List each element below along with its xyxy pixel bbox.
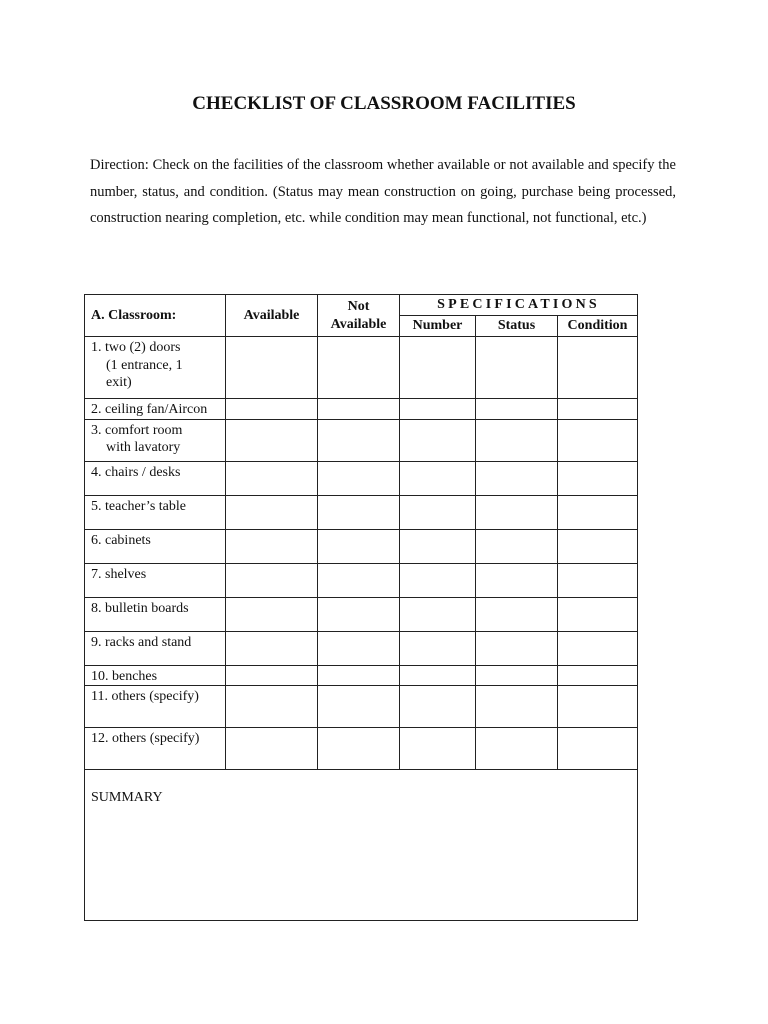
- table-row: [85, 665, 638, 686]
- facility-item-continuation: with lavatory: [106, 440, 181, 455]
- facility-item-cell: [85, 399, 226, 420]
- not-available-entry-cell[interactable]: [318, 529, 400, 563]
- status-entry-cell[interactable]: [476, 461, 558, 495]
- status-entry-cell[interactable]: [476, 399, 558, 420]
- not-available-entry-cell[interactable]: [318, 563, 400, 597]
- facility-item-number: 7.: [91, 566, 102, 582]
- facility-item-label: comfort room: [105, 422, 183, 438]
- number-entry-cell[interactable]: [400, 461, 476, 495]
- summary-cell: [85, 770, 638, 921]
- not-available-entry-cell[interactable]: [318, 419, 400, 461]
- condition-entry-cell[interactable]: [558, 461, 638, 495]
- table-row: [85, 399, 638, 420]
- available-entry-cell[interactable]: [226, 337, 318, 399]
- not-available-header: [318, 295, 400, 337]
- available-entry-cell[interactable]: [226, 563, 318, 597]
- status-entry-cell[interactable]: [476, 563, 558, 597]
- table-row: [85, 728, 638, 770]
- facility-item-number: 6.: [91, 532, 102, 548]
- facility-item-number: 5.: [91, 498, 102, 514]
- number-entry-cell[interactable]: [400, 399, 476, 420]
- table-row: [85, 597, 638, 631]
- facility-item-cell: [85, 529, 226, 563]
- condition-entry-cell[interactable]: [558, 665, 638, 686]
- number-entry-cell[interactable]: [400, 419, 476, 461]
- facility-item-label: chairs / desks: [105, 464, 181, 480]
- not-available-entry-cell[interactable]: [318, 597, 400, 631]
- table-row: [85, 631, 638, 665]
- facility-item-number: 12.: [91, 731, 109, 746]
- status-entry-cell[interactable]: [476, 597, 558, 631]
- facility-item-label: cabinets: [105, 532, 151, 548]
- direction-paragraph: Direction: Check on the facilities of the classroom whether available or not available and specify the number, status, and condition. (Status may mean construction on going, purchase being processed, construction nearing completion, etc. while condition may mean functional, not functional, etc.): [90, 157, 676, 226]
- status-entry-cell[interactable]: [476, 419, 558, 461]
- condition-entry-cell[interactable]: [558, 337, 638, 399]
- table-row: [85, 495, 638, 529]
- not-available-entry-cell[interactable]: [318, 665, 400, 686]
- classroom-header: A. Classroom:: [85, 295, 226, 337]
- available-entry-cell[interactable]: [226, 529, 318, 563]
- available-entry-cell[interactable]: [226, 686, 318, 728]
- number-entry-cell[interactable]: [400, 529, 476, 563]
- condition-entry-cell[interactable]: [558, 495, 638, 529]
- facility-item-label: ceiling fan/Aircon: [105, 402, 208, 417]
- facility-item-number: 4.: [91, 464, 102, 480]
- facility-item-number: 8.: [91, 600, 102, 616]
- available-entry-cell[interactable]: [226, 495, 318, 529]
- condition-entry-cell[interactable]: [558, 728, 638, 770]
- facility-item-cell: [85, 337, 226, 399]
- number-entry-cell[interactable]: [400, 563, 476, 597]
- facility-item-label: two (2) doors: [105, 340, 181, 355]
- document-title: CHECKLIST OF CLASSROOM FACILITIES: [192, 93, 576, 114]
- facility-item-label: teacher’s table: [105, 498, 186, 514]
- condition-entry-cell[interactable]: [558, 563, 638, 597]
- facility-item-number: 10.: [91, 668, 109, 684]
- condition-entry-cell[interactable]: [558, 597, 638, 631]
- number-entry-cell[interactable]: [400, 337, 476, 399]
- facility-item-cell: [85, 631, 226, 665]
- condition-entry-cell[interactable]: [558, 419, 638, 461]
- facility-item-cell: [85, 563, 226, 597]
- number-header: Number: [400, 316, 476, 337]
- status-entry-cell[interactable]: [476, 337, 558, 399]
- condition-entry-cell[interactable]: [558, 399, 638, 420]
- facility-item-cell: [85, 461, 226, 495]
- not-available-entry-cell[interactable]: [318, 399, 400, 420]
- facility-item-cell: [85, 686, 226, 728]
- facility-item-label: racks and stand: [105, 634, 192, 650]
- condition-entry-cell[interactable]: [558, 686, 638, 728]
- number-entry-cell[interactable]: [400, 597, 476, 631]
- number-entry-cell[interactable]: [400, 631, 476, 665]
- not-available-entry-cell[interactable]: [318, 337, 400, 399]
- available-entry-cell[interactable]: [226, 461, 318, 495]
- summary-label: SUMMARY: [91, 790, 163, 805]
- table-row: [85, 461, 638, 495]
- number-entry-cell[interactable]: [400, 686, 476, 728]
- not-available-entry-cell[interactable]: [318, 461, 400, 495]
- status-entry-cell[interactable]: [476, 686, 558, 728]
- status-entry-cell[interactable]: [476, 665, 558, 686]
- status-entry-cell[interactable]: [476, 631, 558, 665]
- facility-item-label: benches: [112, 668, 158, 684]
- not-available-entry-cell[interactable]: [318, 495, 400, 529]
- number-entry-cell[interactable]: [400, 728, 476, 770]
- status-header: Status: [476, 316, 558, 337]
- specifications-header: SPECIFICATIONS: [400, 295, 638, 316]
- table-row: [85, 419, 638, 461]
- table-row: [85, 686, 638, 728]
- status-entry-cell[interactable]: [476, 728, 558, 770]
- not-available-entry-cell[interactable]: [318, 631, 400, 665]
- facility-item-number: 2.: [91, 402, 102, 417]
- facility-item-number: 9.: [91, 634, 102, 650]
- condition-header: Condition: [558, 316, 638, 337]
- facility-item-number: 3.: [91, 422, 102, 438]
- facility-item-cell: [85, 419, 226, 461]
- available-entry-cell[interactable]: [226, 631, 318, 665]
- facility-item-cell: [85, 728, 226, 770]
- number-entry-cell[interactable]: [400, 665, 476, 686]
- facility-item-cell: [85, 665, 226, 686]
- table-row: [85, 529, 638, 563]
- facility-item-number: 1.: [91, 340, 102, 355]
- available-entry-cell[interactable]: [226, 597, 318, 631]
- available-header: Available: [226, 295, 318, 337]
- available-entry-cell[interactable]: [226, 419, 318, 461]
- status-entry-cell[interactable]: [476, 495, 558, 529]
- facility-item-label: others (specify): [111, 689, 199, 704]
- not-available-entry-cell[interactable]: [318, 728, 400, 770]
- facility-item-cell: [85, 495, 226, 529]
- facility-item-label: shelves: [105, 566, 147, 582]
- available-entry-cell[interactable]: [226, 399, 318, 420]
- condition-entry-cell[interactable]: [558, 631, 638, 665]
- facility-item-continuation: (1 entrance, 1: [106, 357, 183, 373]
- status-entry-cell[interactable]: [476, 529, 558, 563]
- number-entry-cell[interactable]: [400, 495, 476, 529]
- not-available-line2: Available: [330, 316, 387, 332]
- available-entry-cell[interactable]: [226, 728, 318, 770]
- facility-item-cell: [85, 597, 226, 631]
- facility-item-label: others (specify): [112, 731, 200, 746]
- facility-item-number: 11.: [91, 689, 108, 704]
- facility-item-label: bulletin boards: [105, 600, 189, 616]
- facilities-table: [84, 294, 638, 921]
- not-available-entry-cell[interactable]: [318, 686, 400, 728]
- facility-item-continuation: exit): [106, 375, 132, 390]
- not-available-line1: Not: [347, 298, 370, 314]
- condition-entry-cell[interactable]: [558, 529, 638, 563]
- available-entry-cell[interactable]: [226, 665, 318, 686]
- table-row: [85, 337, 638, 399]
- table-row: [85, 563, 638, 597]
